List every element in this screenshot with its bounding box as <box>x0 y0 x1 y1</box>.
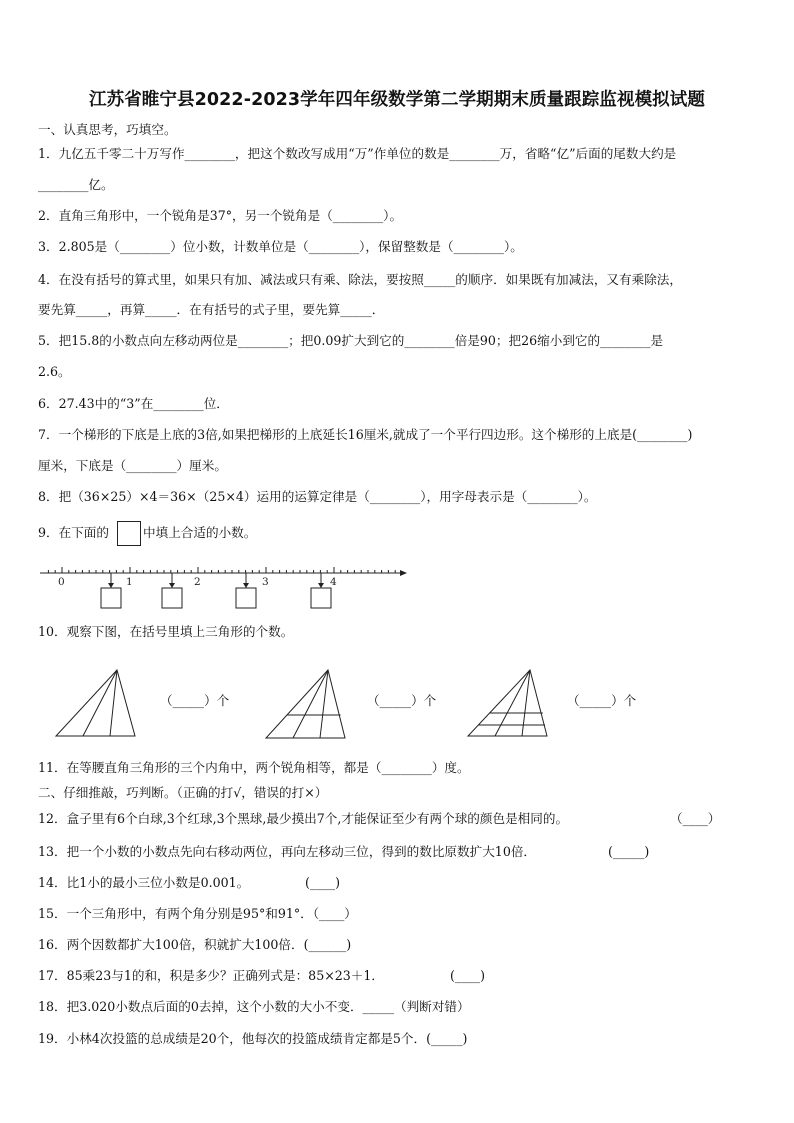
section-heading-2: 二、仔细推敲，巧判断。（正确的打√，错误的打×） <box>38 785 328 800</box>
triangle-count-blank-1: （_____）个 <box>160 693 230 708</box>
question-4-line-1: 4．在没有括号的算式里，如果只有加、减法或只有乘、除法，要按照_____的顺序．如果既有加减法，又有乘除法， <box>38 272 682 287</box>
question-15: 15．一个三角形中，有两个角分别是95°和91°．（____） <box>38 906 357 921</box>
question-12-answer: （____） <box>670 811 721 826</box>
question-18: 18．把3.020小数点后面的0去掉，这个小数的大小不变．_____（判断对错） <box>38 999 470 1014</box>
question-17: 17．85乘23与1的和，积是多少？正确列式是：85×23＋1． <box>38 968 384 983</box>
question-5-line-2: 2.6。 <box>38 364 71 379</box>
section-heading-1: 一、认真思考，巧填空。 <box>38 122 177 137</box>
tick-label-3: 3 <box>262 576 269 588</box>
triangle-count-blank-3: （_____）个 <box>567 693 637 708</box>
question-16: 16．两个因数都扩大100倍，积就扩大100倍．(______) <box>38 937 352 952</box>
answer-box-4 <box>311 588 331 608</box>
question-1-line-2: ________亿。 <box>38 177 114 192</box>
question-13: 13．把一个小数的小数点先向右移动两位，再向左移动三位，得到的数比原数扩大10倍． <box>38 844 537 859</box>
question-9-part-2: 中填上合适的小数。 <box>143 525 257 540</box>
triangle-count-blank-2: （_____）个 <box>367 693 437 708</box>
question-14: 14．比1小的最小三位小数是0.001。 <box>38 875 250 890</box>
triangle-figure-3 <box>468 670 547 736</box>
question-9-part-1: 9．在下面的 <box>38 525 109 540</box>
tick-label-4: 4 <box>330 576 337 588</box>
question-4-line-2: 要先算_____，再算_____．在有括号的式子里，要先算_____． <box>38 302 385 317</box>
question-7-line-1: 7．一个梯形的下底是上底的3倍,如果把梯形的上底延长16厘米,就成了一个平行四边形。这个梯形的上底是(________) <box>38 427 693 442</box>
tick-label-1: 1 <box>126 576 133 588</box>
question-17-answer: (____) <box>450 968 486 983</box>
tick-label-2: 2 <box>194 576 201 588</box>
question-10: 10．观察下图，在括号里填上三角形的个数。 <box>38 624 294 639</box>
question-13-answer: (_____) <box>608 844 650 859</box>
number-line <box>40 567 407 576</box>
question-1-line-1: 1．九亿五千零二十万写作________，把这个数改写成用“万”作单位的数是________万，省略“亿”后面的尾数大约是 <box>38 146 677 161</box>
question-19: 19．小林4次投篮的总成绩是20个，他每次的投篮成绩肯定都是5个．(_____) <box>38 1031 468 1046</box>
question-5-line-1: 5．把15.8的小数点向左移动两位是________；把0.09扩大到它的________倍是90；把26缩小到它的________是 <box>38 333 664 348</box>
question-14-answer: (____) <box>305 875 341 890</box>
answer-box-2 <box>162 588 182 608</box>
answer-box-1 <box>101 588 121 608</box>
tick-label-0: 0 <box>58 576 65 588</box>
question-2: 2．直角三角形中，一个锐角是37°，另一个锐角是（________）。 <box>38 208 403 223</box>
question-6: 6．27.43中的“3”在________位． <box>38 396 229 411</box>
answer-box-3 <box>236 588 256 608</box>
question-11: 11．在等腰直角三角形的三个内角中，两个锐角相等，都是（________）度。 <box>38 760 470 775</box>
question-8: 8．把（36×25）×4＝36×（25×4）运用的运算定律是（________），用字母表示是（________）。 <box>38 489 597 504</box>
question-3: 3．2.805是（________）位小数，计数单位是（________），保留整数是（________）。 <box>38 239 523 254</box>
question-12: 12．盒子里有6个白球,3个红球,3个黑球,最少摸出7个,才能保证至少有两个球的颜色是相同的。 <box>38 811 569 826</box>
page-title: 江苏省睢宁县2022-2023学年四年级数学第二学期期末质量跟踪监视模拟试题 <box>89 90 705 110</box>
question-7-line-2: 厘米，下底是（________）厘米。 <box>38 458 227 473</box>
triangle-figure-2 <box>266 670 345 738</box>
triangle-figure-1 <box>56 670 135 736</box>
